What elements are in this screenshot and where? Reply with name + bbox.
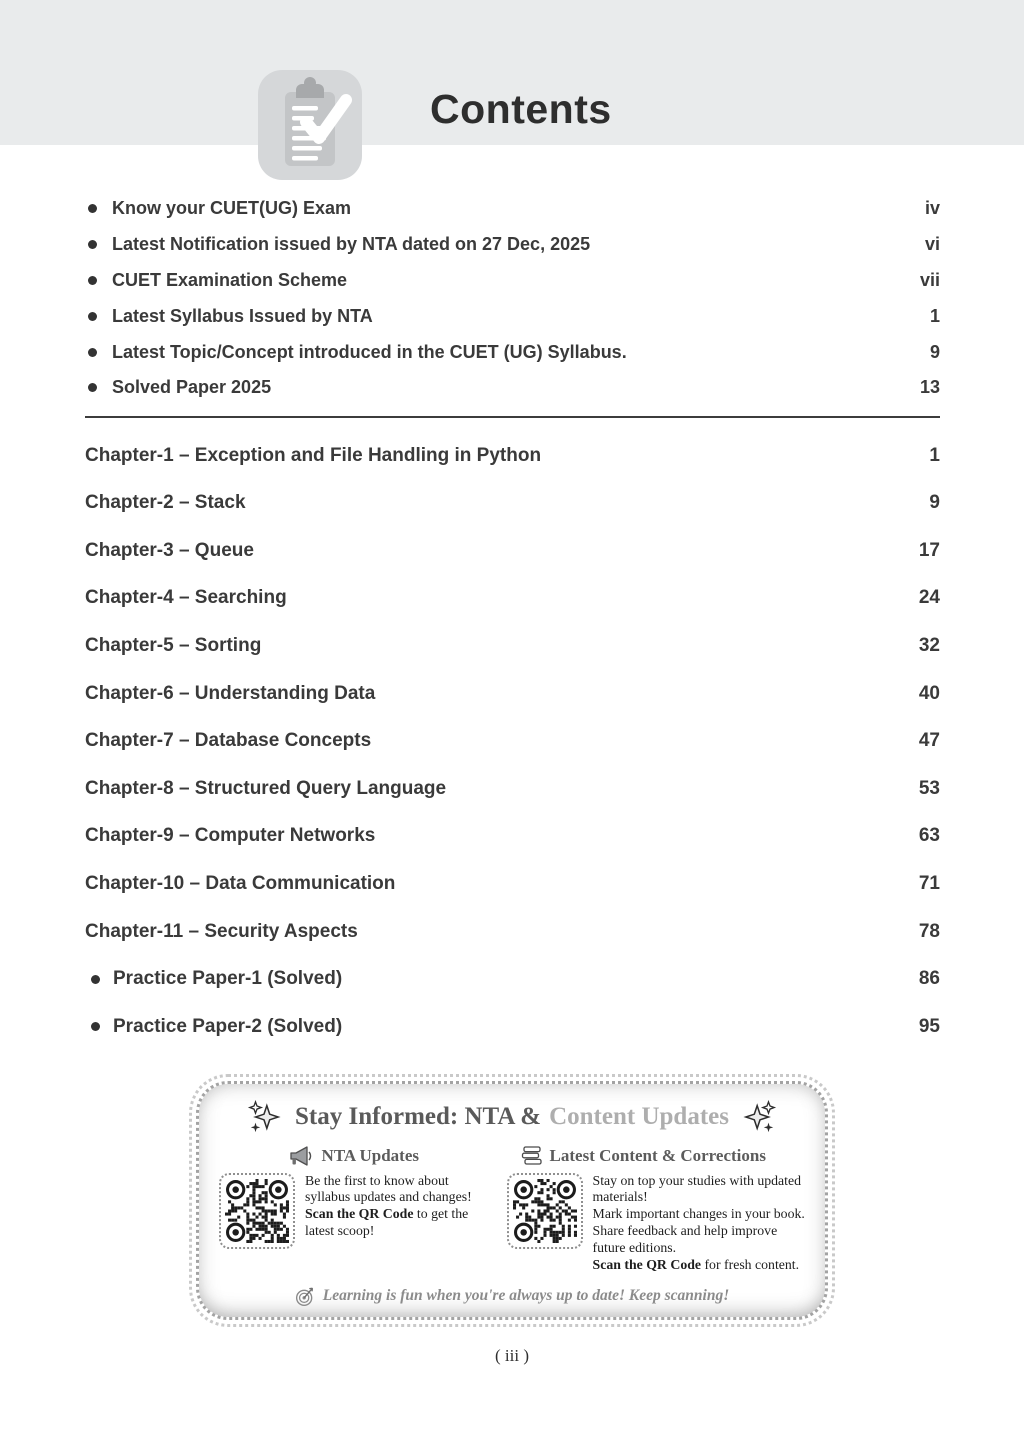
toc-entry-page: 9: [929, 341, 940, 362]
toc-entry: [88, 370, 940, 406]
chapter-entry-page: 78: [918, 920, 940, 942]
content-text-line4: [593, 1257, 805, 1274]
nta-updates-text: [305, 1173, 489, 1240]
nta-updates-column: [219, 1146, 489, 1274]
chapter-entry: [85, 717, 940, 765]
info-box-title-row: [219, 1100, 805, 1134]
divider: [85, 416, 940, 418]
nta-updates-heading: NTA Updates: [321, 1145, 419, 1165]
qr-code-nta: [219, 1173, 295, 1249]
content-text-bold: Scan the QR Code: [592, 1256, 702, 1272]
bullet-icon: [88, 204, 97, 213]
content-text-line2: Mark important changes in your book.: [592, 1206, 805, 1222]
practice-paper-label: Practice Paper-2 (Solved): [113, 1015, 343, 1037]
toc-entry: [88, 298, 940, 334]
chapter-entry: [85, 670, 940, 718]
content-text-post: for fresh content.: [701, 1256, 800, 1272]
practice-paper-entry: [85, 955, 940, 1003]
chapter-entry: [85, 860, 940, 908]
info-box-footer-text: Learning is fun when you're always up to date! Keep scanning!: [322, 1287, 730, 1305]
chapter-entry-page: 63: [918, 825, 940, 847]
toc-entry-label: Know your CUET(UG) Exam: [112, 198, 352, 219]
page-number: ( iii ): [495, 1346, 529, 1366]
chapter-entry-label: Chapter-9 – Computer Networks: [85, 825, 376, 847]
chapter-entry-page: 9: [929, 492, 940, 514]
chapter-entry: [85, 479, 940, 527]
practice-paper-label: Practice Paper-1 (Solved): [113, 968, 343, 990]
content-text-line1: Stay on top your studies with updated materials!: [592, 1172, 802, 1205]
bullet-icon: [88, 348, 97, 357]
chapter-entry-label: Chapter-3 – Queue: [85, 539, 254, 561]
page-title: Contents: [430, 86, 612, 132]
info-box-columns: [219, 1146, 805, 1274]
content-updates-body: [507, 1173, 805, 1274]
toc-entry-label: CUET Examination Scheme: [112, 269, 348, 290]
practice-paper-page: 95: [918, 1015, 940, 1037]
content-updates-column: [507, 1146, 805, 1274]
bullet-icon: [88, 276, 97, 285]
chapter-entry: [85, 527, 940, 575]
info-box-title-dark: Stay Informed: NTA &: [295, 1102, 542, 1130]
chapter-entry-label: Chapter-5 – Sorting: [85, 634, 262, 656]
practice-paper-entry: [85, 1003, 940, 1051]
chapter-entry-page: 47: [918, 730, 940, 752]
chapter-entry-label: Chapter-6 – Understanding Data: [85, 682, 376, 704]
chapter-entry-label: Chapter-4 – Searching: [85, 587, 287, 609]
nta-updates-heading-row: [219, 1146, 489, 1166]
info-box-title-light: Content Updates: [549, 1102, 729, 1130]
bullet-icon: [88, 312, 97, 321]
toc-entry-label: Solved Paper 2025: [112, 377, 272, 398]
toc-entry-label: Latest Syllabus Issued by NTA: [112, 305, 373, 326]
chapter-entry-label: Chapter-7 – Database Concepts: [85, 730, 372, 752]
books-icon: [521, 1146, 543, 1166]
sparkle-icon: [247, 1100, 281, 1134]
chapter-entry: [85, 622, 940, 670]
bullet-icon: [88, 383, 97, 392]
dart-target-icon: [295, 1285, 317, 1307]
bullet-icon: [91, 975, 100, 984]
nta-text-pre: Be the first to know about syllabus updates and changes!: [305, 1172, 472, 1205]
chapter-entry-page: 17: [918, 539, 940, 561]
chapter-entry-page: 32: [918, 634, 940, 656]
toc-entry: [88, 263, 940, 299]
toc-entry-page: 13: [919, 377, 940, 398]
practice-paper-page: 86: [918, 968, 940, 990]
chapter-entry-page: 53: [918, 777, 940, 799]
toc-entry: [88, 334, 940, 370]
bullet-icon: [91, 1022, 100, 1031]
bullet-icon: [88, 240, 97, 249]
content-updates-heading-row: [507, 1146, 805, 1166]
toc-entry-page: 1: [929, 305, 940, 326]
nta-text-bold: Scan the QR Code: [305, 1206, 414, 1222]
chapter-entry: [85, 813, 940, 861]
toc-entry-page: vii: [919, 269, 940, 290]
chapter-entry-page: 71: [918, 872, 940, 894]
info-box-footer: [219, 1285, 805, 1307]
stay-informed-box: [196, 1081, 828, 1321]
page-header: [0, 0, 1024, 145]
nta-updates-body: [219, 1173, 489, 1249]
chapter-entry-page: 24: [918, 587, 940, 609]
front-matter-list: [88, 191, 940, 406]
chapter-entry-label: Chapter-8 – Structured Query Language: [85, 777, 447, 799]
sparkle-icon: [743, 1100, 777, 1134]
chapter-entry-label: Chapter-1 – Exception and File Handling in Python: [85, 444, 542, 466]
chapter-entry: [85, 765, 940, 813]
toc-entry-page: iv: [924, 198, 940, 219]
content-updates-text: [593, 1173, 805, 1274]
toc-entry: [88, 191, 940, 227]
nta-text-post: to get the latest scoop!: [305, 1206, 469, 1238]
qr-code-content: [507, 1173, 583, 1249]
info-box-title: [295, 1103, 729, 1131]
chapter-entry: [85, 432, 940, 480]
toc-entry-label: Latest Notification issued by NTA dated on 27 Dec, 2025: [112, 234, 591, 255]
content-text-line3: Share feedback and help improve future editions.: [592, 1222, 778, 1255]
clipboard-check-icon: [258, 70, 362, 180]
chapter-entry-page: 1: [929, 444, 940, 466]
toc-entry-page: vi: [924, 234, 940, 255]
chapter-entry: [85, 908, 940, 956]
chapter-list: [85, 432, 940, 1051]
megaphone-icon: [289, 1146, 315, 1166]
chapter-entry: [85, 575, 940, 623]
toc-entry: [88, 227, 940, 263]
chapter-entry-label: Chapter-11 – Security Aspects: [85, 920, 358, 942]
chapter-entry-label: Chapter-2 – Stack: [85, 492, 246, 514]
chapter-entry-label: Chapter-10 – Data Communication: [85, 872, 396, 894]
toc-entry-label: Latest Topic/Concept introduced in the CUET (UG) Syllabus.: [112, 341, 627, 362]
chapter-entry-page: 40: [918, 682, 940, 704]
content-updates-heading: Latest Content & Corrections: [549, 1145, 766, 1165]
